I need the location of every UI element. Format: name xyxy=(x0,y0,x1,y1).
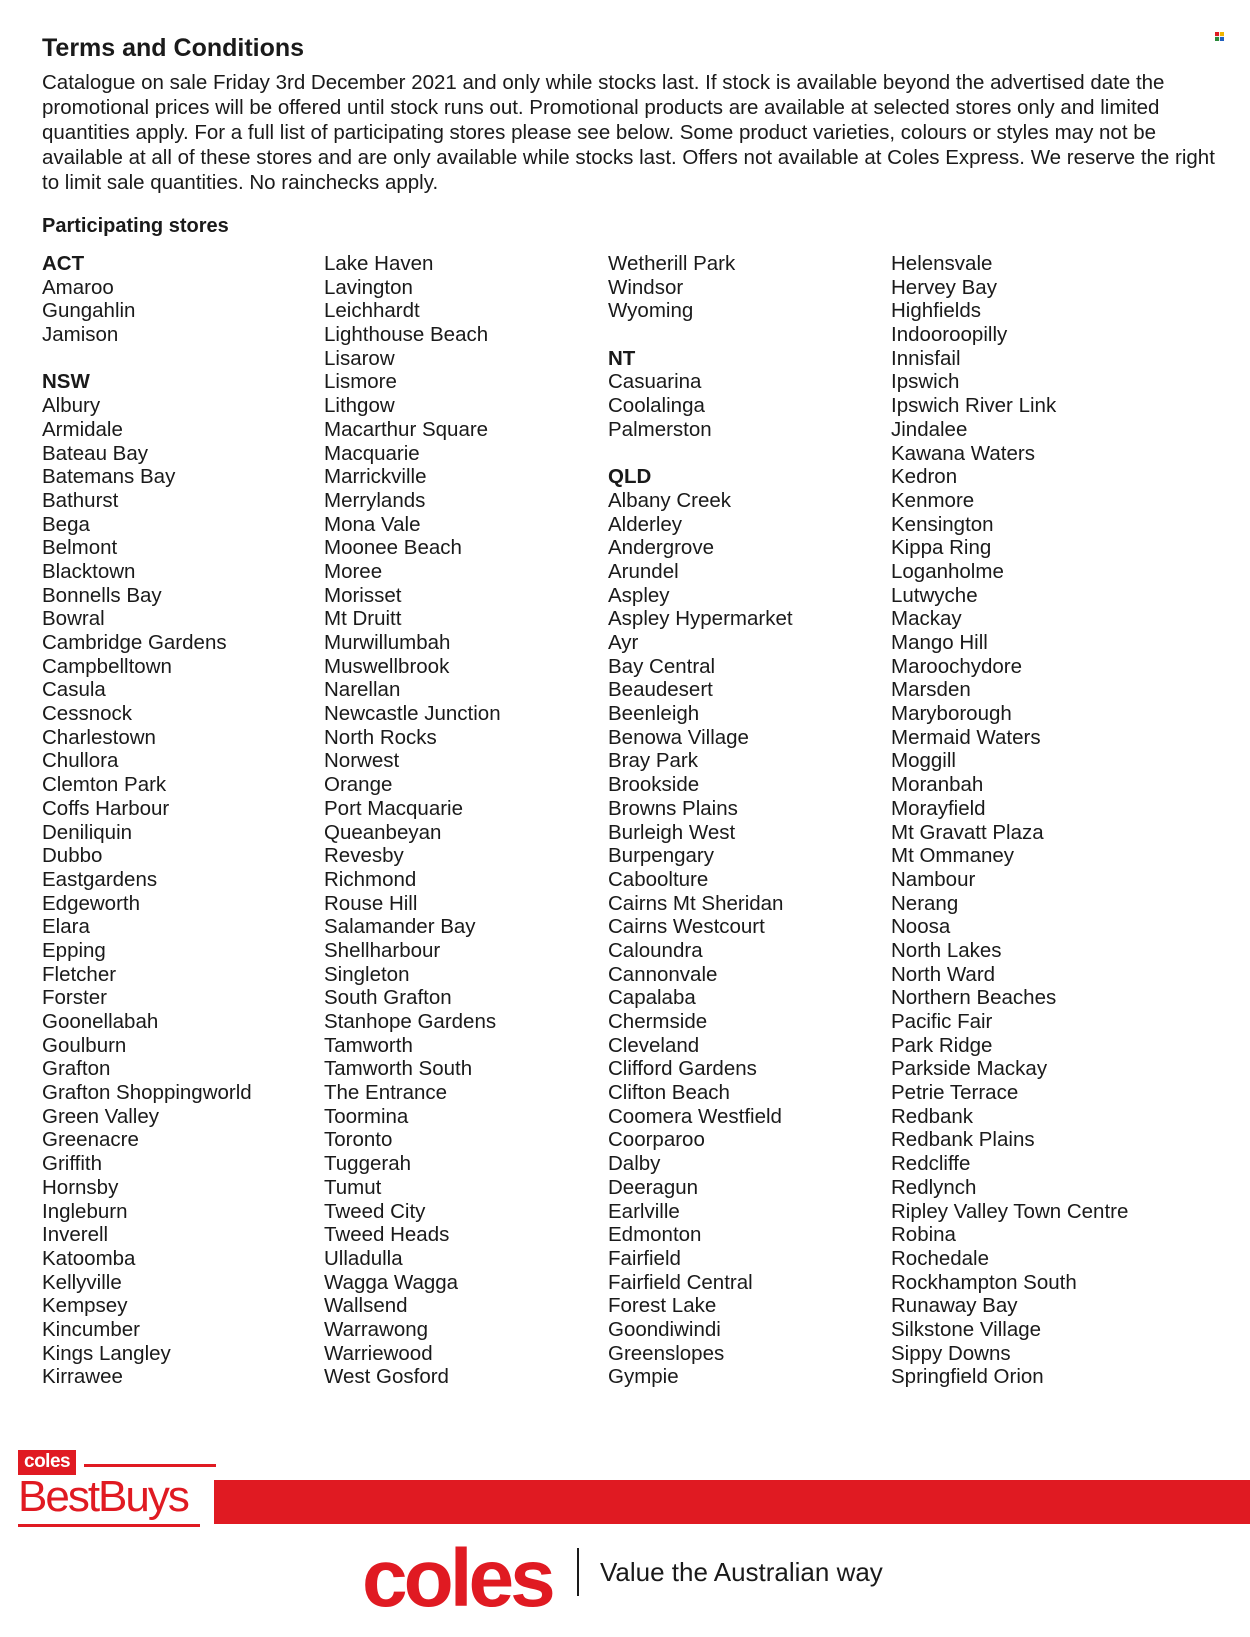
store-name: Tumut xyxy=(324,1175,382,1199)
store-name: Casuarina xyxy=(608,370,702,394)
store-name: Windsor xyxy=(608,275,684,299)
coles-logo: coles xyxy=(362,1533,552,1624)
store-name: North Lakes xyxy=(891,938,1002,962)
store-name: Goonellabah xyxy=(42,1010,159,1033)
store-name: Dubbo xyxy=(42,844,103,868)
store-name: Mt Gravatt Plaza xyxy=(891,820,1044,844)
store-name: Marsden xyxy=(891,678,971,702)
store-name: Kippa Ring xyxy=(891,536,992,560)
store-name: Beaudesert xyxy=(608,678,713,702)
store-name: Queanbeyan xyxy=(324,820,442,844)
store-name: The Entrance xyxy=(324,1081,448,1105)
store-name: Wallsend xyxy=(324,1294,408,1318)
store-column-2 xyxy=(324,252,501,1389)
store-column-3 xyxy=(608,252,793,1389)
store-name: Edgeworth xyxy=(42,891,141,915)
store-name: Merrylands xyxy=(324,488,426,512)
store-name: Clemton Park xyxy=(42,773,167,797)
store-name: Tamworth South xyxy=(324,1057,473,1081)
participating-stores-heading: Participating stores xyxy=(42,215,229,237)
store-name: Springfield Orion xyxy=(891,1365,1044,1389)
store-name: Cairns Westcourt xyxy=(608,915,765,939)
store-name: Gympie xyxy=(608,1365,679,1389)
list-spacer xyxy=(42,347,252,371)
store-name: Amaroo xyxy=(42,275,114,299)
store-name: Goondiwindi xyxy=(608,1317,721,1341)
store-name: Redbank Plains xyxy=(891,1128,1035,1152)
store-name: Elara xyxy=(42,915,90,939)
store-name: Browns Plains xyxy=(608,796,738,820)
store-name: Burleigh West xyxy=(608,820,736,844)
store-name: Orange xyxy=(324,773,393,797)
store-name: Albury xyxy=(42,394,101,418)
store-name: Benowa Village xyxy=(608,725,749,749)
store-name: Forster xyxy=(42,986,107,1010)
footer-red-bar xyxy=(214,1480,1250,1524)
store-name: Kirrawee xyxy=(42,1365,123,1389)
store-name: Hervey Bay xyxy=(891,275,997,299)
store-name: Singleton xyxy=(324,962,410,986)
store-name: Indooroopilly xyxy=(891,323,1008,347)
store-name: Muswellbrook xyxy=(324,654,450,678)
store-name: Kenmore xyxy=(891,488,975,512)
store-name: Mona Vale xyxy=(324,512,421,536)
store-name: North Ward xyxy=(891,962,996,986)
store-name: Greenacre xyxy=(42,1128,139,1152)
store-name: Belmont xyxy=(42,536,118,560)
store-name: Beenleigh xyxy=(608,702,700,726)
store-name: Salamander Bay xyxy=(324,915,476,939)
store-name: Cleveland xyxy=(608,1033,700,1057)
store-name: Kensington xyxy=(891,512,994,536)
store-name: Petrie Terrace xyxy=(891,1081,1019,1105)
store-name: Alderley xyxy=(608,512,683,536)
store-name: Lithgow xyxy=(324,394,395,418)
store-name: Capalaba xyxy=(608,986,696,1010)
store-name: Deeragun xyxy=(608,1175,699,1199)
store-name: Coolalinga xyxy=(608,394,705,418)
store-name: Macquarie xyxy=(324,441,420,465)
bestbuys-coles-tag: coles xyxy=(18,1450,76,1475)
store-name: Macarthur Square xyxy=(324,417,489,441)
store-name: North Rocks xyxy=(324,725,437,749)
bestbuys-wordmark: BestBuys xyxy=(18,1472,188,1521)
store-name: Innisfail xyxy=(891,346,961,370)
store-name: Ripley Valley Town Centre xyxy=(891,1199,1129,1223)
store-name: Pacific Fair xyxy=(891,1010,993,1033)
store-name: Northern Beaches xyxy=(891,986,1057,1010)
store-name: Bray Park xyxy=(608,749,698,773)
store-name: Cannonvale xyxy=(608,962,718,986)
store-name: Chermside xyxy=(608,1010,708,1033)
store-name: Moggill xyxy=(891,749,956,773)
store-name: Lighthouse Beach xyxy=(324,323,489,347)
store-name: Mackay xyxy=(891,607,962,631)
store-name: Ingleburn xyxy=(42,1199,128,1223)
store-name: Lismore xyxy=(324,370,397,394)
store-name: West Gosford xyxy=(324,1365,449,1389)
store-name: Wetherill Park xyxy=(608,252,736,275)
store-name: Warrawong xyxy=(324,1317,429,1341)
store-name: Wagga Wagga xyxy=(324,1270,459,1294)
store-name: Dalby xyxy=(608,1152,661,1176)
store-column-4 xyxy=(891,252,1128,1389)
terms-paragraph: Catalogue on sale Friday 3rd December 2021 and only while stocks last. If stock is available beyond the advertised date the promotional prices will be offered until stock runs out. Promotional products are available at selected stores only and limited quantities apply. For a full list of participating stores please see below. Some product varieties, colours or styles may not be available at all of these stores and are only available while stocks last. Offers not available at Coles Express. We reserve the right to limit sale quantities. No rainchecks apply. xyxy=(42,71,1215,194)
store-name: Moree xyxy=(324,559,383,583)
store-name: Wyoming xyxy=(608,299,694,323)
store-name: Batemans Bay xyxy=(42,465,176,489)
store-name: Coomera Westfield xyxy=(608,1104,782,1128)
store-name: Fletcher xyxy=(42,962,117,986)
store-name: Redcliffe xyxy=(891,1152,971,1176)
store-name: Green Valley xyxy=(42,1104,159,1128)
store-name: Clifton Beach xyxy=(608,1081,730,1105)
store-name: Loganholme xyxy=(891,559,1004,583)
store-name: Toronto xyxy=(324,1128,393,1152)
store-name: Forest Lake xyxy=(608,1294,717,1318)
store-name: Tamworth xyxy=(324,1033,413,1057)
store-name: Blacktown xyxy=(42,559,136,583)
store-name: Stanhope Gardens xyxy=(324,1010,497,1033)
store-name: Maryborough xyxy=(891,702,1012,726)
store-name: Marrickville xyxy=(324,465,427,489)
store-name: Bateau Bay xyxy=(42,441,148,465)
store-name: Morayfield xyxy=(891,796,986,820)
store-name: Kings Langley xyxy=(42,1341,171,1365)
bestbuys-rule xyxy=(84,1464,216,1467)
store-name: Goulburn xyxy=(42,1033,127,1057)
store-name: Katoomba xyxy=(42,1246,136,1270)
store-name: Jindalee xyxy=(891,417,968,441)
store-name: Nerang xyxy=(891,891,959,915)
store-name: Revesby xyxy=(324,844,404,868)
store-name: Grafton xyxy=(42,1057,111,1081)
store-name: Lutwyche xyxy=(891,583,978,607)
state-heading: NSW xyxy=(42,370,90,394)
store-name: Helensvale xyxy=(891,252,993,275)
store-name: Runaway Bay xyxy=(891,1294,1018,1318)
store-name: Kincumber xyxy=(42,1317,140,1341)
store-name: Hornsby xyxy=(42,1175,119,1199)
store-name: Aspley xyxy=(608,583,670,607)
state-heading: ACT xyxy=(42,252,85,275)
bestbuys-underline xyxy=(18,1524,200,1527)
store-name: Cambridge Gardens xyxy=(42,631,227,654)
store-name: Lisarow xyxy=(324,346,395,370)
store-name: Robina xyxy=(891,1223,956,1247)
store-name: Coorparoo xyxy=(608,1128,705,1152)
store-name: Ipswich River Link xyxy=(891,394,1057,418)
store-name: Fairfield Central xyxy=(608,1270,753,1294)
store-name: Toormina xyxy=(324,1104,409,1128)
store-name: Bonnells Bay xyxy=(42,583,162,607)
store-name: Warriewood xyxy=(324,1341,433,1365)
store-name: Port Macquarie xyxy=(324,796,464,820)
store-name: Kempsey xyxy=(42,1294,128,1318)
store-name: Brookside xyxy=(608,773,700,797)
store-name: Mermaid Waters xyxy=(891,725,1041,749)
store-name: Sippy Downs xyxy=(891,1341,1011,1365)
store-name: Nambour xyxy=(891,867,976,891)
store-name: Lake Haven xyxy=(324,252,434,275)
store-name: Parkside Mackay xyxy=(891,1057,1048,1081)
list-spacer xyxy=(608,442,793,466)
store-name: Cessnock xyxy=(42,702,133,726)
store-name: Caboolture xyxy=(608,867,709,891)
store-name: Campbelltown xyxy=(42,654,172,678)
store-name: Lavington xyxy=(324,275,413,299)
store-name: Earlville xyxy=(608,1199,680,1223)
store-name: Noosa xyxy=(891,915,951,939)
store-name: Rouse Hill xyxy=(324,891,418,915)
store-name: Bowral xyxy=(42,607,105,631)
store-name: Richmond xyxy=(324,867,417,891)
store-name: Coffs Harbour xyxy=(42,796,170,820)
store-name: Redlynch xyxy=(891,1175,977,1199)
store-name: Murwillumbah xyxy=(324,631,451,654)
store-name: Clifford Gardens xyxy=(608,1057,757,1081)
store-name: Mango Hill xyxy=(891,631,988,654)
store-column-1 xyxy=(42,252,252,1389)
store-name: Norwest xyxy=(324,749,400,773)
store-name: Greenslopes xyxy=(608,1341,725,1365)
store-name: Casula xyxy=(42,678,106,702)
store-name: Bathurst xyxy=(42,488,119,512)
store-name: Armidale xyxy=(42,417,123,441)
store-name: South Grafton xyxy=(324,986,452,1010)
store-name: Bay Central xyxy=(608,654,716,678)
store-name: Charlestown xyxy=(42,725,156,749)
store-name: Rochedale xyxy=(891,1246,990,1270)
store-name: Tweed City xyxy=(324,1199,426,1223)
store-name: Inverell xyxy=(42,1223,109,1247)
store-name: Mt Ommaney xyxy=(891,844,1015,868)
store-name: Aspley Hypermarket xyxy=(608,607,793,631)
footer-tagline: Value the Australian way xyxy=(600,1557,883,1587)
store-name: Grafton Shoppingworld xyxy=(42,1081,252,1105)
store-name: Shellharbour xyxy=(324,938,441,962)
store-name: Narellan xyxy=(324,678,401,702)
state-heading: QLD xyxy=(608,465,652,489)
brand-dot-icon xyxy=(1215,32,1224,41)
store-name: Redbank xyxy=(891,1104,974,1128)
store-name: Ipswich xyxy=(891,370,960,394)
store-name: Burpengary xyxy=(608,844,714,868)
store-name: Silkstone Village xyxy=(891,1317,1042,1341)
list-spacer xyxy=(608,323,793,347)
store-name: Andergrove xyxy=(608,536,714,560)
store-name: Rockhampton South xyxy=(891,1270,1077,1294)
store-name: Moonee Beach xyxy=(324,536,462,560)
store-name: Newcastle Junction xyxy=(324,702,501,726)
page-title: Terms and Conditions xyxy=(42,34,305,62)
store-name: Ulladulla xyxy=(324,1246,403,1270)
store-name: Palmerston xyxy=(608,417,712,441)
store-name: Gungahlin xyxy=(42,299,136,323)
store-name: Morisset xyxy=(324,583,402,607)
store-name: Highfields xyxy=(891,299,982,323)
store-name: Cairns Mt Sheridan xyxy=(608,891,784,915)
store-name: Kellyville xyxy=(42,1270,122,1294)
store-name: Ayr xyxy=(608,631,639,654)
store-name: Deniliquin xyxy=(42,820,133,844)
store-name: Tuggerah xyxy=(324,1152,411,1176)
store-name: Maroochydore xyxy=(891,654,1023,678)
store-name: Edmonton xyxy=(608,1223,702,1247)
store-name: Epping xyxy=(42,938,106,962)
store-name: Tweed Heads xyxy=(324,1223,450,1247)
coles-bestbuys-logo xyxy=(18,1450,200,1532)
store-name: Mt Druitt xyxy=(324,607,402,631)
store-name: Arundel xyxy=(608,559,679,583)
store-name: Caloundra xyxy=(608,938,703,962)
store-name: Albany Creek xyxy=(608,488,732,512)
store-name: Chullora xyxy=(42,749,119,773)
store-name: Moranbah xyxy=(891,773,984,797)
store-name: Fairfield xyxy=(608,1246,681,1270)
footer-divider xyxy=(577,1548,579,1596)
state-heading: NT xyxy=(608,346,636,370)
store-name: Leichhardt xyxy=(324,299,420,323)
store-name: Park Ridge xyxy=(891,1033,993,1057)
store-name: Bega xyxy=(42,512,90,536)
store-name: Kedron xyxy=(891,465,958,489)
store-name: Eastgardens xyxy=(42,867,158,891)
store-name: Jamison xyxy=(42,323,119,347)
store-name: Kawana Waters xyxy=(891,441,1035,465)
store-name: Griffith xyxy=(42,1152,102,1176)
